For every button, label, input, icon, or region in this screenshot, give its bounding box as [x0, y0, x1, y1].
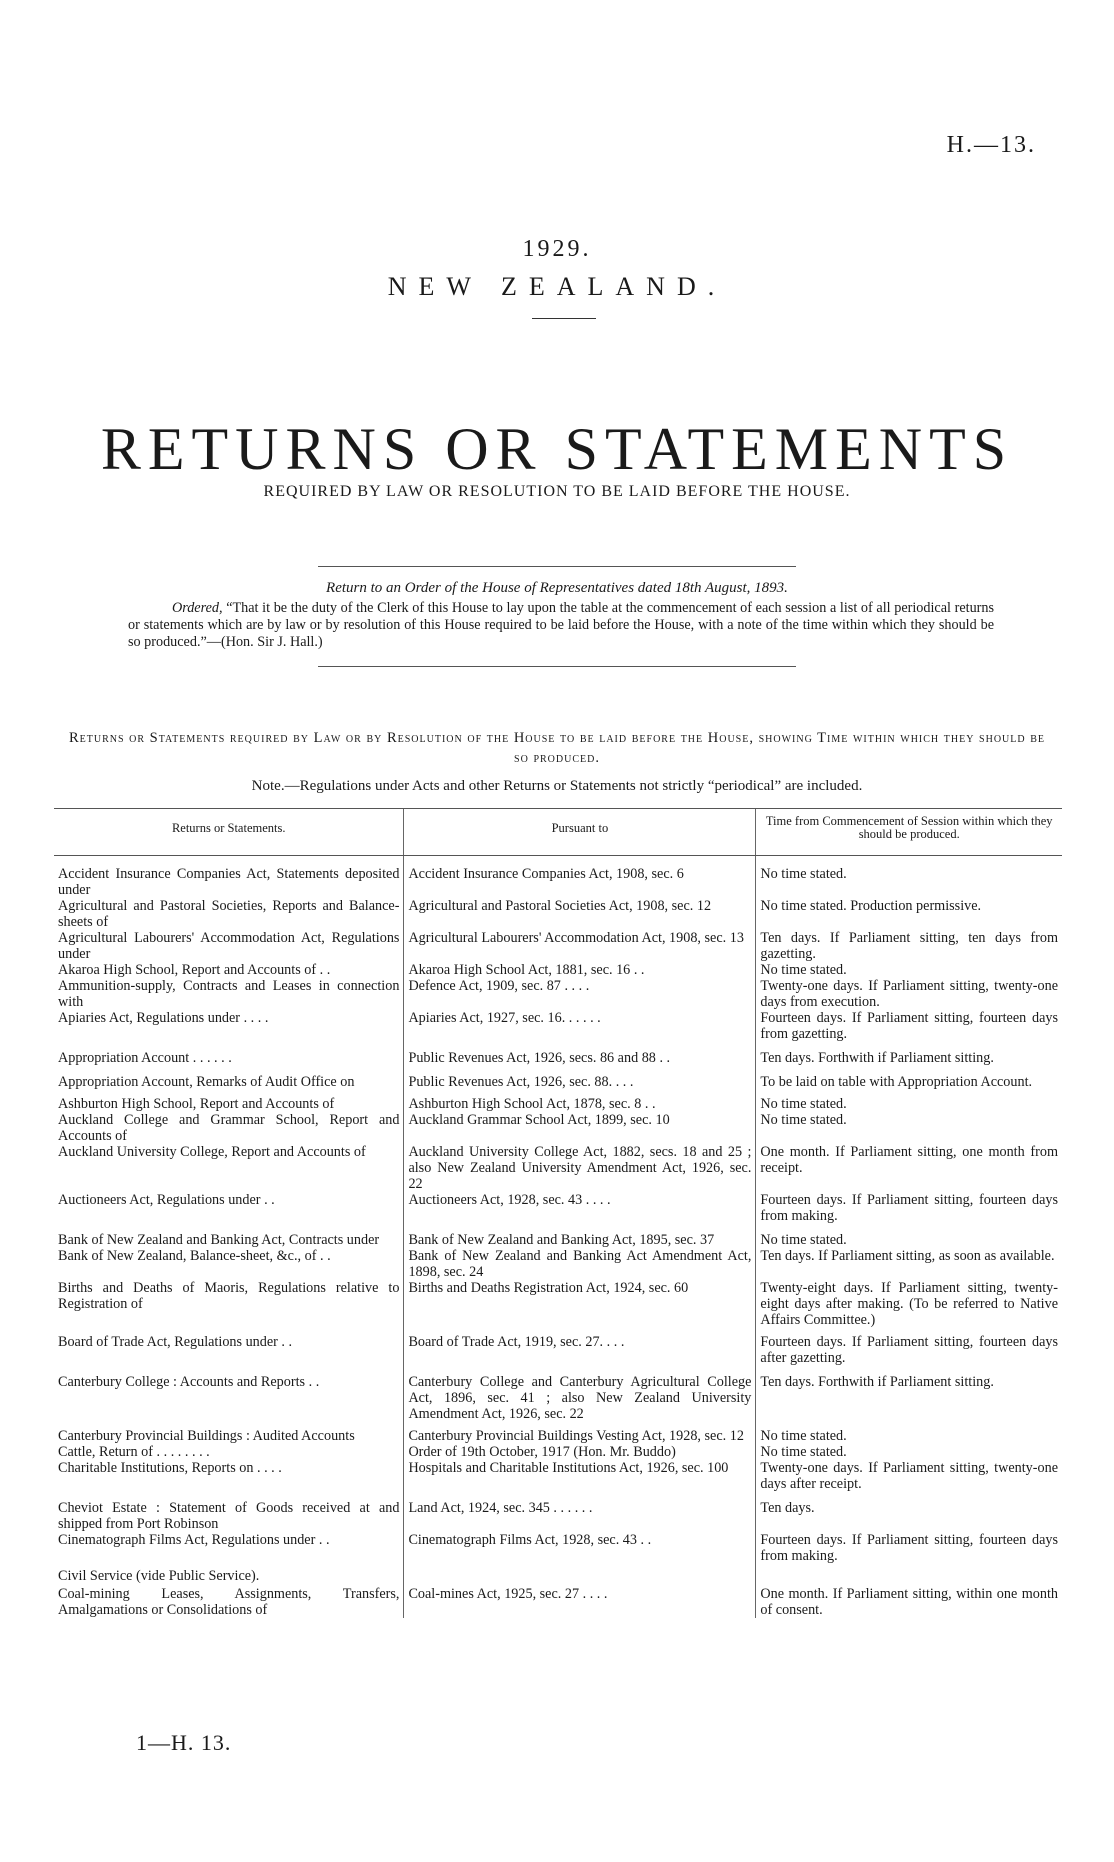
cell-return: Auckland College and Grammar School, Report and Accounts of — [58, 1112, 400, 1144]
cell-pursuant: Coal-mines Act, 1925, sec. 27 . . . . — [404, 1586, 756, 1618]
cell-return: Cinematograph Films Act, Regulations under . . — [58, 1532, 330, 1548]
table-row — [54, 1112, 1062, 1144]
cell-return: Accident Insurance Companies Act, Statements deposited under — [58, 866, 400, 898]
table-row — [54, 930, 1062, 962]
cell-time: Ten days. Forthwith if Parliament sitting. — [756, 1050, 1062, 1074]
cell-time: No time stated. Production permissive. — [756, 898, 1062, 930]
table-row — [54, 1192, 1062, 1232]
order-lead: Ordered, — [171, 600, 223, 616]
cell-pursuant: Canterbury College and Canterbury Agricultural College Act, 1896, sec. 41 ; also New Zealand University Amendment Act, 1926, sec. 22 — [404, 1374, 756, 1428]
cell-pursuant: Auctioneers Act, 1928, sec. 43 . . . . — [404, 1192, 756, 1232]
cell-pursuant: Bank of New Zealand and Banking Act Amendment Act, 1898, sec. 24 — [404, 1248, 756, 1280]
table-body — [54, 866, 1062, 1618]
divider-bottom — [318, 666, 796, 667]
section-note: Note.—Regulations under Acts and other Returns or Statements not strictly “periodical” are included. — [251, 778, 863, 794]
cell-pursuant: Land Act, 1924, sec. 345 . . . . . . — [404, 1500, 756, 1532]
table-row — [54, 1232, 1062, 1248]
cell-time: Fourteen days. If Parliament sitting, fourteen days after gazetting. — [756, 1334, 1062, 1374]
section-title: Returns or Statements required by Law or by Resolution of the House to be laid before the House, showing Time within which they should be so produced. — [68, 730, 1046, 766]
cell-pursuant: Auckland University College Act, 1882, secs. 18 and 25 ; also New Zealand University Amendment Act, 1926, sec. 22 — [404, 1144, 756, 1192]
cell-return: Appropriation Account . . . . . . — [58, 1050, 232, 1066]
table-row — [54, 866, 1062, 898]
cell-pursuant: Canterbury Provincial Buildings Vesting Act, 1928, sec. 12 — [404, 1428, 756, 1444]
cell-pursuant: Public Revenues Act, 1926, secs. 86 and 88 . . — [404, 1050, 756, 1074]
cell-return: Appropriation Account, Remarks of Audit Office on — [58, 1074, 355, 1090]
order-paragraph — [128, 600, 994, 651]
document-year: 1929. — [522, 236, 592, 262]
cell-return: Auctioneers Act, Regulations under . . — [58, 1192, 275, 1208]
cell-time: No time stated. — [756, 962, 1062, 978]
cell-return: Ashburton High School, Report and Accounts of — [58, 1096, 335, 1112]
cell-time: Ten days. If Parliament sitting, as soon as available. — [756, 1248, 1062, 1280]
cell-pursuant: Defence Act, 1909, sec. 87 . . . . — [404, 978, 756, 1010]
document-reference: H.—13. — [946, 132, 1036, 158]
order-heading: Return to an Order of the House of Representatives dated 18th August, 1893. — [326, 580, 788, 596]
cell-pursuant: Board of Trade Act, 1919, sec. 27. . . . — [404, 1334, 756, 1374]
cell-pursuant: Cinematograph Films Act, 1928, sec. 43 . . — [404, 1532, 756, 1568]
divider-top — [318, 566, 796, 567]
cell-pursuant: Hospitals and Charitable Institutions Act, 1926, sec. 100 — [404, 1460, 756, 1500]
table-row — [54, 962, 1062, 978]
table-row — [54, 1568, 1062, 1586]
page-title: RETURNS OR STATEMENTS — [100, 416, 1014, 482]
cell-pursuant: Auckland Grammar School Act, 1899, sec. 10 — [404, 1112, 756, 1144]
cell-time — [756, 1568, 1062, 1586]
cell-pursuant: Order of 19th October, 1917 (Hon. Mr. Buddo) — [404, 1444, 756, 1460]
returns-table — [54, 808, 1062, 1618]
cell-return: Coal-mining Leases, Assignments, Transfers, Amalgamations or Consolidations of — [58, 1586, 400, 1618]
page-subtitle: REQUIRED BY LAW OR RESOLUTION TO BE LAID BEFORE THE HOUSE. — [263, 483, 851, 500]
footer-signature: 1—H. 13. — [136, 1730, 232, 1755]
cell-pursuant: Public Revenues Act, 1926, sec. 88. . . . — [404, 1074, 756, 1096]
table-row — [54, 1280, 1062, 1334]
cell-return: Akaroa High School, Report and Accounts of . . — [58, 962, 331, 978]
cell-pursuant: Accident Insurance Companies Act, 1908, sec. 6 — [404, 866, 756, 898]
column-header-pursuant: Pursuant to — [404, 809, 756, 856]
table-header-row — [54, 809, 1062, 856]
cell-time: Ten days. If Parliament sitting, ten days from gazetting. — [756, 930, 1062, 962]
cell-return: Ammunition-supply, Contracts and Leases in connection with — [58, 978, 400, 1010]
cell-time: To be laid on table with Appropriation Account. — [756, 1074, 1062, 1096]
cell-time: Fourteen days. If Parliament sitting, fourteen days from gazetting. — [756, 1010, 1062, 1050]
cell-time: Ten days. Forthwith if Parliament sitting. — [756, 1374, 1062, 1428]
cell-pursuant: Agricultural Labourers' Accommodation Act, 1908, sec. 13 — [404, 930, 756, 962]
cell-return: Canterbury Provincial Buildings : Audited Accounts — [58, 1428, 355, 1444]
cell-return: Cattle, Return of . . . . . . . . — [58, 1444, 210, 1460]
country-name: NEW ZEALAND. — [387, 272, 727, 301]
table-row — [54, 1374, 1062, 1428]
cell-time: No time stated. — [756, 1112, 1062, 1144]
table-row — [54, 1532, 1062, 1568]
cell-return: Bank of New Zealand, Balance-sheet, &c., of . . — [58, 1248, 331, 1264]
order-text: “That it be the duty of the Clerk of this House to lay upon the table at the commencement of each session a list of all periodical returns or statements which are by law or by resolution of this House required to be laid before the House, with a note of the time within which they should be so produced.”—(Hon. Sir J. Hall.) — [128, 600, 995, 650]
table-row — [54, 1460, 1062, 1500]
cell-time: One month. If Parliament sitting, one month from receipt. — [756, 1144, 1062, 1192]
cell-return: Cheviot Estate : Statement of Goods received at and shipped from Port Robinson — [58, 1500, 400, 1532]
table-row — [54, 1144, 1062, 1192]
cell-return: Agricultural Labourers' Accommodation Act, Regulations under — [58, 930, 400, 962]
table-row — [54, 1074, 1062, 1096]
cell-return: Board of Trade Act, Regulations under . . — [58, 1334, 293, 1350]
table-row — [54, 1248, 1062, 1280]
cell-pursuant: Agricultural and Pastoral Societies Act, 1908, sec. 12 — [404, 898, 756, 930]
cell-time: Fourteen days. If Parliament sitting, fourteen days from making. — [756, 1532, 1062, 1568]
returns-table-wrapper — [54, 808, 1062, 1618]
cell-time: Twenty-eight days. If Parliament sitting, twenty-eight days after making. (To be referred to Native Affairs Committee.) — [756, 1280, 1062, 1334]
table-row — [54, 1500, 1062, 1532]
cell-time: No time stated. — [756, 1232, 1062, 1248]
cell-return: Auckland University College, Report and Accounts of — [58, 1144, 366, 1160]
cell-time: No time stated. — [756, 1444, 1062, 1460]
cell-pursuant: Births and Deaths Registration Act, 1924, sec. 60 — [404, 1280, 756, 1334]
table-row — [54, 1586, 1062, 1618]
cell-return: Births and Deaths of Maoris, Regulations relative to Registration of — [58, 1280, 400, 1312]
table-row — [54, 1428, 1062, 1444]
table-row — [54, 1096, 1062, 1112]
cell-return: Bank of New Zealand and Banking Act, Contracts under — [58, 1232, 380, 1248]
cell-time: No time stated. — [756, 1428, 1062, 1444]
table-row — [54, 1010, 1062, 1050]
column-header-returns: Returns or Statements. — [54, 809, 404, 856]
table-row — [54, 898, 1062, 930]
cell-time: No time stated. — [756, 1096, 1062, 1112]
table-row — [54, 1050, 1062, 1074]
cell-pursuant: Bank of New Zealand and Banking Act, 1895, sec. 37 — [404, 1232, 756, 1248]
cell-return: Charitable Institutions, Reports on . . . . — [58, 1460, 282, 1476]
cell-time: Ten days. — [756, 1500, 1062, 1532]
cell-time: Fourteen days. If Parliament sitting, fourteen days from making. — [756, 1192, 1062, 1232]
cell-pursuant: Akaroa High School Act, 1881, sec. 16 . . — [404, 962, 756, 978]
cell-return: Canterbury College : Accounts and Reports . . — [58, 1374, 320, 1390]
cell-time: Twenty-one days. If Parliament sitting, twenty-one days from execution. — [756, 978, 1062, 1010]
cell-pursuant: Apiaries Act, 1927, sec. 16. . . . . . — [404, 1010, 756, 1050]
cell-time: No time stated. — [756, 866, 1062, 898]
column-header-time: Time from Commencement of Session within which they should be produced. — [756, 809, 1062, 856]
cell-return: Civil Service (vide Public Service). — [58, 1568, 260, 1584]
cell-pursuant — [404, 1568, 756, 1586]
cell-time: Twenty-one days. If Parliament sitting, twenty-one days after receipt. — [756, 1460, 1062, 1500]
short-divider — [532, 318, 596, 319]
cell-time: One month. If Parliament sitting, within one month of consent. — [756, 1586, 1062, 1618]
cell-pursuant: Ashburton High School Act, 1878, sec. 8 . . — [404, 1096, 756, 1112]
table-row — [54, 1334, 1062, 1374]
cell-return: Agricultural and Pastoral Societies, Reports and Balance-sheets of — [58, 898, 400, 930]
table-row — [54, 978, 1062, 1010]
table-row — [54, 1444, 1062, 1460]
cell-return: Apiaries Act, Regulations under . . . . — [58, 1010, 269, 1026]
